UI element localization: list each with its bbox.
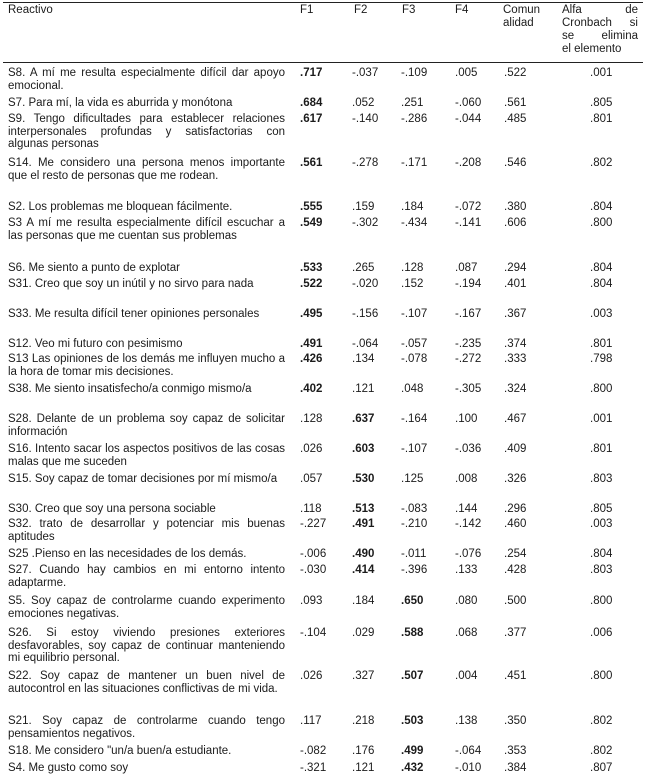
cell-f2: .603: [352, 443, 375, 455]
cell-f1: -.104: [300, 627, 327, 639]
item-label: S2. Los problemas me bloquean fácilmente.: [8, 201, 233, 213]
item-label: S31. Creo que soy un inútil y no sirvo para nada: [8, 278, 254, 290]
cell-alfa: .804: [590, 548, 613, 560]
cell-f2: .052: [352, 97, 375, 109]
cell-f4: -.141: [455, 217, 482, 229]
cell-alfa: .800: [590, 383, 613, 395]
cell-com: .500: [504, 595, 527, 607]
item-label: S27. Cuando hay cambios en mi entorno intento adaptarme.: [8, 564, 285, 589]
cell-com: .333: [504, 353, 527, 365]
cell-alfa: .800: [590, 595, 613, 607]
cell-com: .254: [504, 548, 527, 560]
cell-alfa: .804: [590, 262, 613, 274]
cell-f2: .029: [352, 627, 375, 639]
item-label: S12. Veo mi futuro con pesimismo: [8, 338, 183, 350]
item-label: S28. Delante de un problema soy capaz de solicitar información: [8, 413, 285, 438]
cell-alfa: .803: [590, 564, 613, 576]
item-label: S13 Las opiniones de los demás me influyen mucho a la hora de tomar mis decisiones.: [8, 353, 285, 378]
cell-f3: .499: [401, 745, 424, 757]
cell-alfa: .800: [590, 217, 613, 229]
cell-com: .380: [504, 201, 527, 213]
item-label: S26. Si estoy viviendo presiones exteriores desfavorables, soy capaz de continuar manteniendo mi equilibrio personal.: [8, 627, 285, 664]
cell-f4: -.036: [455, 443, 482, 455]
cell-f2: .121: [352, 762, 375, 774]
header-f2: F2: [354, 4, 368, 16]
cell-f2: -.020: [352, 278, 379, 290]
cell-f4: -.305: [455, 383, 482, 395]
cell-f3: -.078: [401, 353, 428, 365]
cell-f2: -.278: [352, 157, 379, 169]
header-comunalidad-line: Comun: [503, 4, 541, 16]
item-label: S3 A mí me resulta especialmente difícil escuchar a las personas que me cuentan sus problemas: [8, 217, 285, 242]
cell-f1: .128: [300, 413, 323, 425]
cell-f2: .134: [352, 353, 375, 365]
cell-f2: .265: [352, 262, 375, 274]
cell-f2: -.302: [352, 217, 379, 229]
cell-f1: -.082: [300, 745, 327, 757]
item-label: S9. Tengo dificultades para establecer relaciones interpersonales profundas y satisfactorias con algunas personas: [8, 113, 285, 150]
cell-f3: -.396: [401, 564, 428, 576]
cell-f4: .087: [455, 262, 478, 274]
cell-f1: .533: [300, 262, 323, 274]
cell-com: .326: [504, 473, 527, 485]
cell-f1: .118: [300, 503, 322, 515]
cell-f4: -.142: [455, 518, 482, 530]
header-rule: [3, 62, 643, 63]
cell-alfa: .802: [590, 745, 613, 757]
cell-f1: .617: [300, 113, 323, 125]
cell-f4: -.194: [455, 278, 482, 290]
cell-f2: .414: [352, 564, 375, 576]
header-alfa: [562, 4, 638, 56]
item-label: S32. trato de desarrollar y potenciar mis buenas aptitudes: [8, 518, 285, 543]
header-comunalidad: [503, 4, 555, 30]
cell-f1: .717: [300, 67, 323, 79]
cell-alfa: .803: [590, 473, 613, 485]
item-label: S33. Me resulta difícil tener opiniones personales: [8, 308, 260, 320]
cell-f2: .490: [352, 548, 375, 560]
cell-com: .377: [504, 627, 527, 639]
cell-f1: .561: [300, 157, 323, 169]
cell-com: .401: [504, 278, 527, 290]
cell-f3: .048: [401, 383, 424, 395]
cell-alfa: .003: [590, 518, 613, 530]
cell-f3: -.107: [401, 443, 428, 455]
item-label: S16. Intento sacar los aspectos positivos de las cosas malas que me suceden: [8, 443, 285, 468]
cell-f4: -.208: [455, 157, 482, 169]
cell-f4: -.064: [455, 745, 482, 757]
cell-com: .522: [504, 67, 527, 79]
cell-f1: .522: [300, 278, 323, 290]
cell-f2: .218: [352, 715, 375, 727]
item-label: S4. Me gusto como soy: [8, 762, 129, 774]
item-label: S8. A mí me resulta especialmente difícil dar apoyo emocional.: [8, 67, 285, 92]
cell-f1: .026: [300, 670, 323, 682]
cell-f3: .650: [401, 595, 424, 607]
top-rule: [3, 2, 643, 3]
cell-f1: .093: [300, 595, 323, 607]
cell-com: .460: [504, 518, 527, 530]
cell-f3: .503: [401, 715, 424, 727]
item-label: S14. Me considero una persona menos importante que el resto de personas que me rodean.: [8, 157, 285, 182]
cell-f4: .100: [455, 413, 478, 425]
cell-alfa: .805: [590, 503, 613, 515]
item-label: S30. Creo que soy una persona sociable: [8, 503, 216, 515]
cell-f3: -.057: [401, 338, 428, 350]
cell-f1: .549: [300, 217, 323, 229]
cell-f3: .507: [401, 670, 424, 682]
cell-f4: .080: [455, 595, 478, 607]
cell-f3: -.083: [401, 503, 428, 515]
cell-com: .324: [504, 383, 527, 395]
cell-f2: -.156: [352, 308, 379, 320]
cell-alfa: .801: [590, 443, 613, 455]
header-reactivo: Reactivo: [8, 4, 53, 16]
cell-f4: -.060: [455, 97, 482, 109]
cell-f2: -.140: [352, 113, 379, 125]
cell-com: .296: [504, 503, 527, 515]
cell-com: .561: [504, 97, 527, 109]
cell-f3: -.164: [401, 413, 428, 425]
cell-f4: -.167: [455, 308, 482, 320]
cell-f1: -.321: [300, 762, 327, 774]
cell-com: .485: [504, 113, 527, 125]
cell-f4: -.235: [455, 338, 482, 350]
cell-f4: .068: [455, 627, 478, 639]
cell-f3: .125: [401, 473, 424, 485]
cell-f1: -.227: [300, 518, 327, 530]
cell-f3: .251: [401, 97, 424, 109]
cell-f3: -.210: [401, 518, 428, 530]
cell-f3: .184: [401, 201, 424, 213]
cell-alfa: .001: [590, 67, 613, 79]
cell-f1: -.006: [300, 548, 327, 560]
cell-f3: .128: [401, 262, 424, 274]
cell-f1: .426: [300, 353, 323, 365]
cell-f1: .495: [300, 308, 323, 320]
cell-f2: .327: [352, 670, 375, 682]
cell-f4: .008: [455, 473, 478, 485]
cell-f1: .491: [300, 338, 323, 350]
cell-f1: .117: [300, 715, 322, 727]
cell-com: .467: [504, 413, 527, 425]
cell-f3: -.107: [401, 308, 428, 320]
cell-f2: .491: [352, 518, 375, 530]
header-f1: F1: [300, 4, 314, 16]
item-label: S18. Me considero "un/a buen/a estudiante.: [8, 745, 232, 757]
cell-alfa: .800: [590, 670, 613, 682]
cell-f2: .121: [352, 383, 375, 395]
cell-alfa: .802: [590, 157, 613, 169]
cell-f1: .057: [300, 473, 323, 485]
cell-com: .294: [504, 262, 527, 274]
item-label: S25 .Pienso en las necesidades de los demás.: [8, 548, 247, 560]
cell-f4: -.072: [455, 201, 482, 213]
header-alfa-line: Alfa de: [562, 4, 638, 16]
cell-alfa: .003: [590, 308, 613, 320]
cell-f1: .402: [300, 383, 323, 395]
cell-f3: -.109: [401, 67, 428, 79]
cell-f4: -.044: [455, 113, 482, 125]
cell-alfa: .001: [590, 413, 613, 425]
cell-alfa: .801: [590, 338, 613, 350]
cell-com: .384: [504, 762, 527, 774]
cell-com: .374: [504, 338, 527, 350]
cell-alfa: .804: [590, 278, 613, 290]
header-f4: F4: [455, 4, 469, 16]
cell-f2: .184: [352, 595, 375, 607]
cell-alfa: .805: [590, 97, 613, 109]
header-alfa-line: el elemento: [562, 43, 622, 55]
item-label: S15. Soy capaz de tomar decisiones por mí mismo/a: [8, 473, 278, 485]
cell-f4: -.076: [455, 548, 482, 560]
cell-com: .353: [504, 745, 527, 757]
item-label: S5. Soy capaz de controlarme cuando experimento emociones negativas.: [8, 595, 285, 620]
cell-f4: -.272: [455, 353, 482, 365]
cell-f4: .144: [455, 503, 478, 515]
cell-com: .367: [504, 308, 527, 320]
cell-alfa: .006: [590, 627, 613, 639]
cell-f3: -.286: [401, 113, 428, 125]
header-comunalidad-line: alidad: [503, 17, 534, 29]
cell-f2: -.064: [352, 338, 379, 350]
cell-com: .546: [504, 157, 527, 169]
header-alfa-line: Cronbach si: [562, 17, 638, 29]
cell-f4: .004: [455, 670, 478, 682]
cell-com: .428: [504, 564, 527, 576]
cell-com: .606: [504, 217, 527, 229]
cell-f3: .588: [401, 627, 424, 639]
cell-alfa: .801: [590, 113, 613, 125]
cell-f3: -.171: [401, 157, 428, 169]
cell-alfa: .807: [590, 762, 613, 774]
cell-f1: .684: [300, 97, 323, 109]
cell-alfa: .798: [590, 353, 613, 365]
cell-f4: .133: [455, 564, 478, 576]
item-label: S38. Me siento insatisfecho/a conmigo mismo/a: [8, 383, 252, 395]
header-f3: F3: [402, 4, 416, 16]
cell-f3: -.434: [401, 217, 428, 229]
cell-f3: .432: [401, 762, 424, 774]
item-label: S7. Para mí, la vida es aburrida y monótona: [8, 97, 233, 109]
cell-f2: .513: [352, 503, 375, 515]
cell-f1: -.030: [300, 564, 327, 576]
header-alfa-line: se elimina: [562, 30, 638, 42]
item-label: S22. Soy capaz de mantener un buen nivel de autocontrol en las situaciones conflictivas de mi vida.: [8, 670, 285, 695]
cell-com: .451: [504, 670, 527, 682]
cell-f2: -.037: [352, 67, 379, 79]
cell-f2: .637: [352, 413, 375, 425]
item-label: S6. Me siento a punto de explotar: [8, 262, 180, 274]
cell-alfa: .804: [590, 201, 613, 213]
cell-f4: .005: [455, 67, 478, 79]
cell-com: .409: [504, 443, 527, 455]
cell-f4: .138: [455, 715, 478, 727]
cell-f2: .159: [352, 201, 375, 213]
cell-f4: -.010: [455, 762, 482, 774]
cell-f2: .530: [352, 473, 375, 485]
cell-f2: .176: [352, 745, 375, 757]
cell-f1: .555: [300, 201, 323, 213]
cell-f3: .152: [401, 278, 424, 290]
cell-f1: .026: [300, 443, 323, 455]
cell-alfa: .802: [590, 715, 613, 727]
cell-com: .350: [504, 715, 527, 727]
item-label: S21. Soy capaz de controlarme cuando tengo pensamientos negativos.: [8, 715, 285, 740]
cell-f3: -.011: [401, 548, 427, 560]
